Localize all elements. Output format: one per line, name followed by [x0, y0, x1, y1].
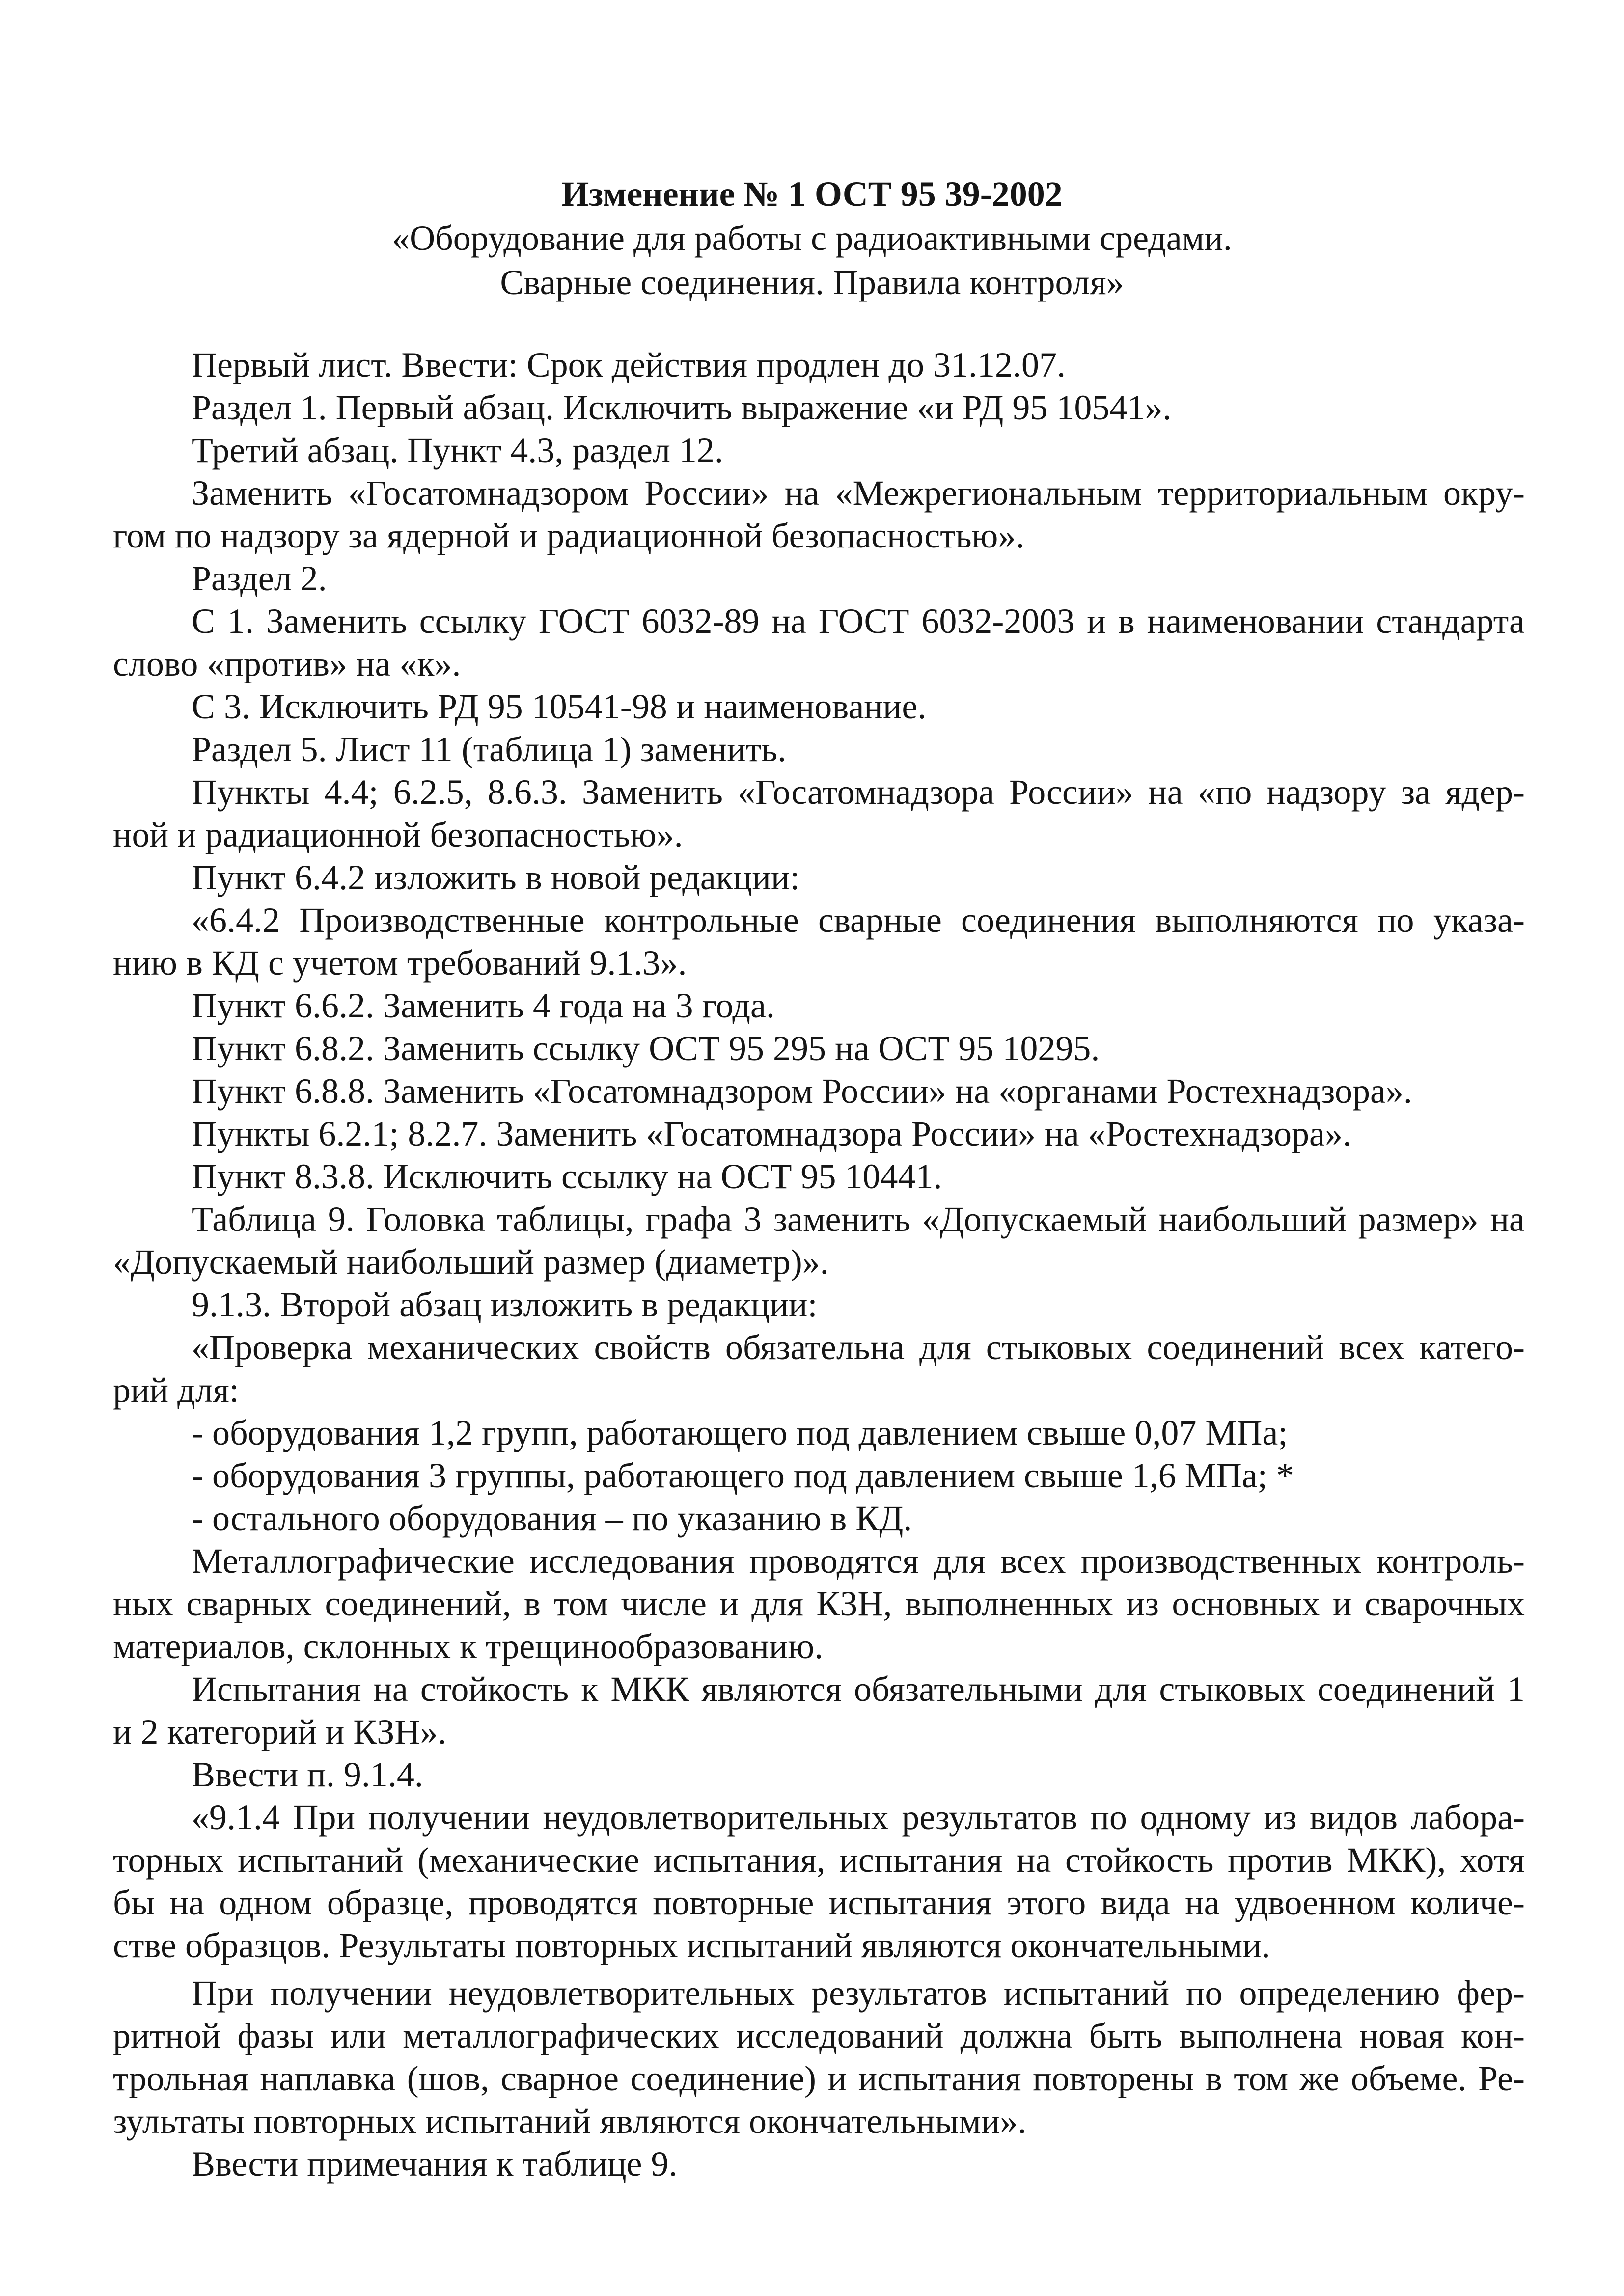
text-line: и 2 категорий и КЗН». [113, 1712, 447, 1751]
text-line: 9.1.3. Второй абзац изложить в редакции: [192, 1285, 818, 1324]
list-item: - оборудования 3 группы, работающего под давлением свыше 1,6 МПа; * [192, 1456, 1294, 1495]
text-line: ных сварных соединений, в том числе и для КЗН, выполненных из основных и сварочных [113, 1584, 1525, 1623]
text-line: С 1. Заменить ссылку ГОСТ 6032-89 на ГОСТ 6032-2003 и в наименовании стандарта [192, 601, 1525, 641]
text-line: Пункт 6.4.2 изложить в новой редакции: [192, 858, 800, 897]
text-line: Таблица 9. Головка таблицы, графа 3 заменить «Допускаемый наибольший размер» на [192, 1200, 1525, 1239]
list-item: - оборудования 1,2 групп, работающего под давлением свыше 0,07 МПа; [192, 1413, 1288, 1452]
text-line: Пункт 6.8.8. Заменить «Госатомнадзором России» на «органами Ростехнадзора». [192, 1071, 1412, 1111]
text-line: Пункт 6.8.2. Заменить ссылку ОСТ 95 295 на ОСТ 95 10295. [192, 1029, 1100, 1068]
text-line: зультаты повторных испытаний являются окончательными». [113, 2102, 1027, 2141]
text-line: Заменить «Госатомнадзором России» на «Межрегиональным территориальным окру- [192, 473, 1525, 513]
text-line: «Проверка механических свойств обязательна для стыковых соединений всех катего- [192, 1328, 1525, 1367]
text-line: трольная наплавка (шов, сварное соединение) и испытания повторены в том же объеме. Ре- [113, 2059, 1525, 2098]
text-line: «Допускаемый наибольший размер (диаметр)». [113, 1242, 829, 1282]
text-line: стве образцов. Результаты повторных испытаний являются окончательными. [113, 1926, 1270, 1965]
document-title: Изменение № 1 ОСТ 95 39-2002 [561, 174, 1063, 214]
text-line: торных испытаний (механические испытания, испытания на стойкость против МКК), хотя [113, 1840, 1525, 1880]
text-line: нию в КД с учетом требований 9.1.3». [113, 943, 687, 983]
text-line: ной и радиационной безопасностью». [113, 815, 683, 854]
text-line: Первый лист. Ввести: Срок действия продлен до 31.12.07. [192, 345, 1066, 384]
text-line: «9.1.4 При получении неудовлетворительных результатов по одному из видов лабора- [192, 1798, 1525, 1837]
text-line: Металлографические исследования проводятся для всех производственных контроль- [192, 1541, 1525, 1581]
text-line: Ввести примечания к таблице 9. [192, 2144, 678, 2184]
text-line: Раздел 1. Первый абзац. Исключить выражение «и РД 95 10541». [192, 388, 1172, 427]
text-line: Пункты 6.2.1; 8.2.7. Заменить «Госатомнадзора России» на «Ростехнадзора». [192, 1114, 1351, 1153]
text-line: Пункты 4.4; 6.2.5, 8.6.3. Заменить «Госатомнадзора России» на «по надзору за ядер- [192, 772, 1525, 812]
text-line: рий для: [113, 1370, 239, 1410]
text-line: Третий абзац. Пункт 4.3, раздел 12. [192, 431, 723, 470]
text-line: Пункт 6.6.2. Заменить 4 года на 3 года. [192, 986, 775, 1025]
document-body [113, 344, 1525, 2186]
text-line: материалов, склонных к трещинообразованию. [113, 1627, 824, 1666]
text-line: При получении неудовлетворительных результатов испытаний по определению фер- [192, 1973, 1525, 2013]
document-subtitle-line-1: «Оборудование для работы с радиоактивными средами. [392, 219, 1232, 258]
text-line: Испытания на стойкость к МКК являются обязательными для стыковых соединений 1 [192, 1669, 1525, 1709]
document-subtitle-line-2: Сварные соединения. Правила контроля» [500, 263, 1124, 302]
text-line: Ввести п. 9.1.4. [192, 1755, 423, 1794]
list-item: - остального оборудования – по указанию в КД. [192, 1499, 912, 1538]
text-line: ритной фазы или металлографических исследований должна быть выполнена новая кон- [113, 2016, 1525, 2055]
text-line: Раздел 5. Лист 11 (таблица 1) заменить. [192, 730, 787, 769]
text-line: гом по надзору за ядерной и радиационной безопасностью». [113, 516, 1025, 555]
text-line: Раздел 2. [192, 559, 327, 598]
text-line: «6.4.2 Производственные контрольные сварные соединения выполняются по указа- [192, 901, 1525, 940]
text-line: бы на одном образце, проводятся повторные испытания этого вида на удвоенном количе- [113, 1883, 1525, 1922]
text-line: С 3. Исключить РД 95 10541-98 и наименование. [192, 687, 927, 726]
text-line: Пункт 8.3.8. Исключить ссылку на ОСТ 95 10441. [192, 1157, 942, 1196]
text-line: слово «против» на «к». [113, 644, 461, 683]
paragraph-gap [113, 1967, 1525, 1972]
